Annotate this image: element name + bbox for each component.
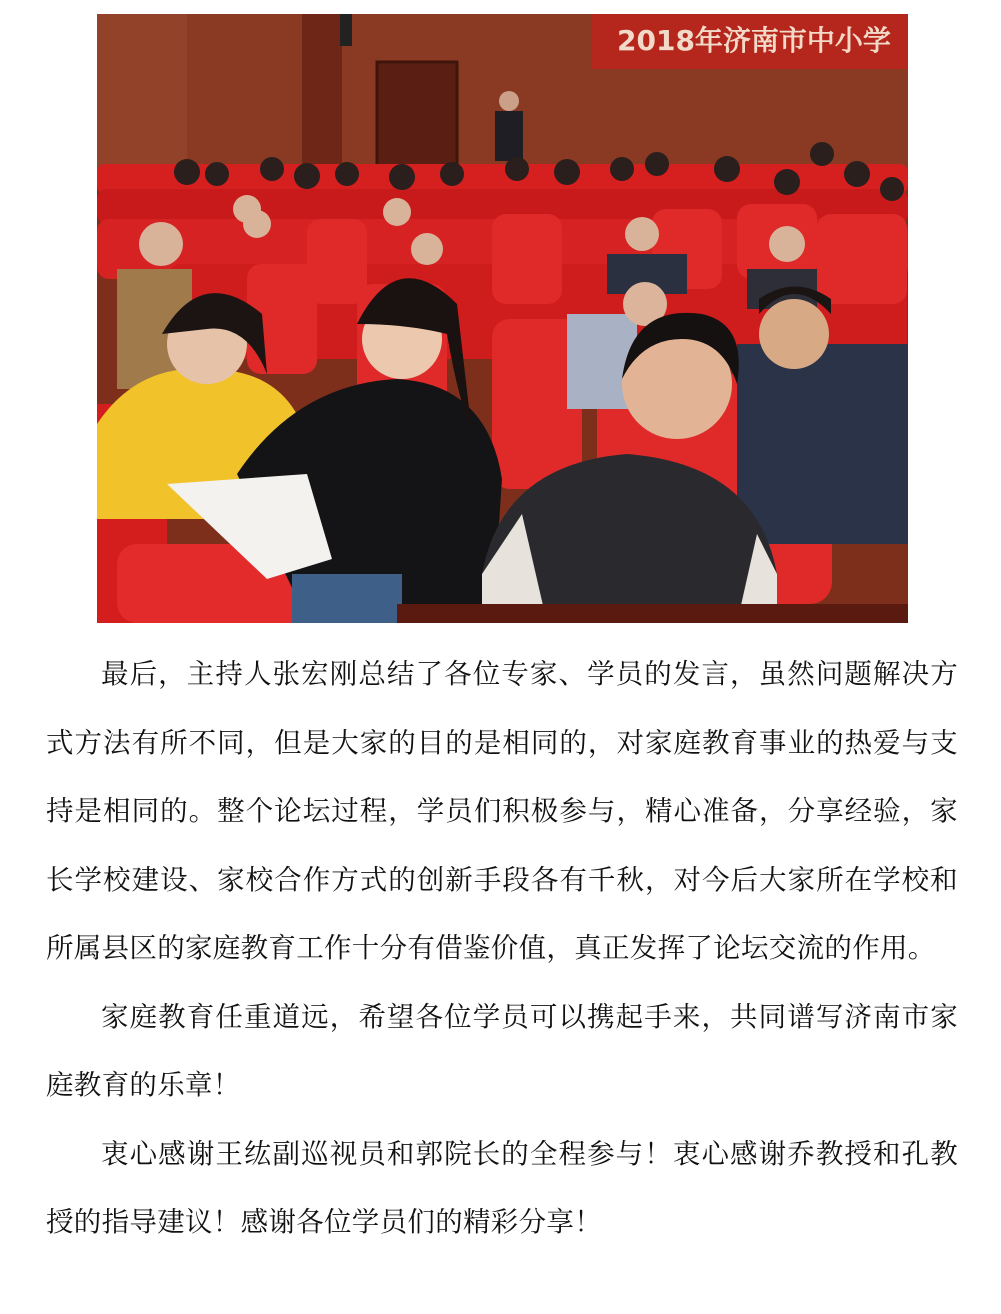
article-body	[46, 640, 958, 1257]
paragraph-hope: 家庭教育任重道远，希望各位学员可以携起手来，共同谱写济南市家庭教育的乐章！	[46, 1000, 958, 1101]
banner-text: 2018年济南市中小学	[617, 24, 891, 57]
auditorium-photo	[97, 14, 908, 623]
banner	[592, 14, 908, 69]
paragraph-summary: 最后，主持人张宏刚总结了各位专家、学员的发言，虽然问题解决方式方法有所不同，但是大家的目的是相同的，对家庭教育事业的热爱与支持是相同的。整个论坛过程，学员们积极参与，精心准备，分享经验，家长学校建设、家校合作方式的创新手段各有千秋，对今后大家所在学校和所属县区的家庭教育工作十分有借鉴价值，真正发挥了论坛交流的作用。	[46, 658, 958, 964]
paragraph-thanks: 衷心感谢王纮副巡视员和郭院长的全程参与！衷心感谢乔教授和孔教授的指导建议！感谢各位学员们的精彩分享！	[46, 1137, 958, 1238]
